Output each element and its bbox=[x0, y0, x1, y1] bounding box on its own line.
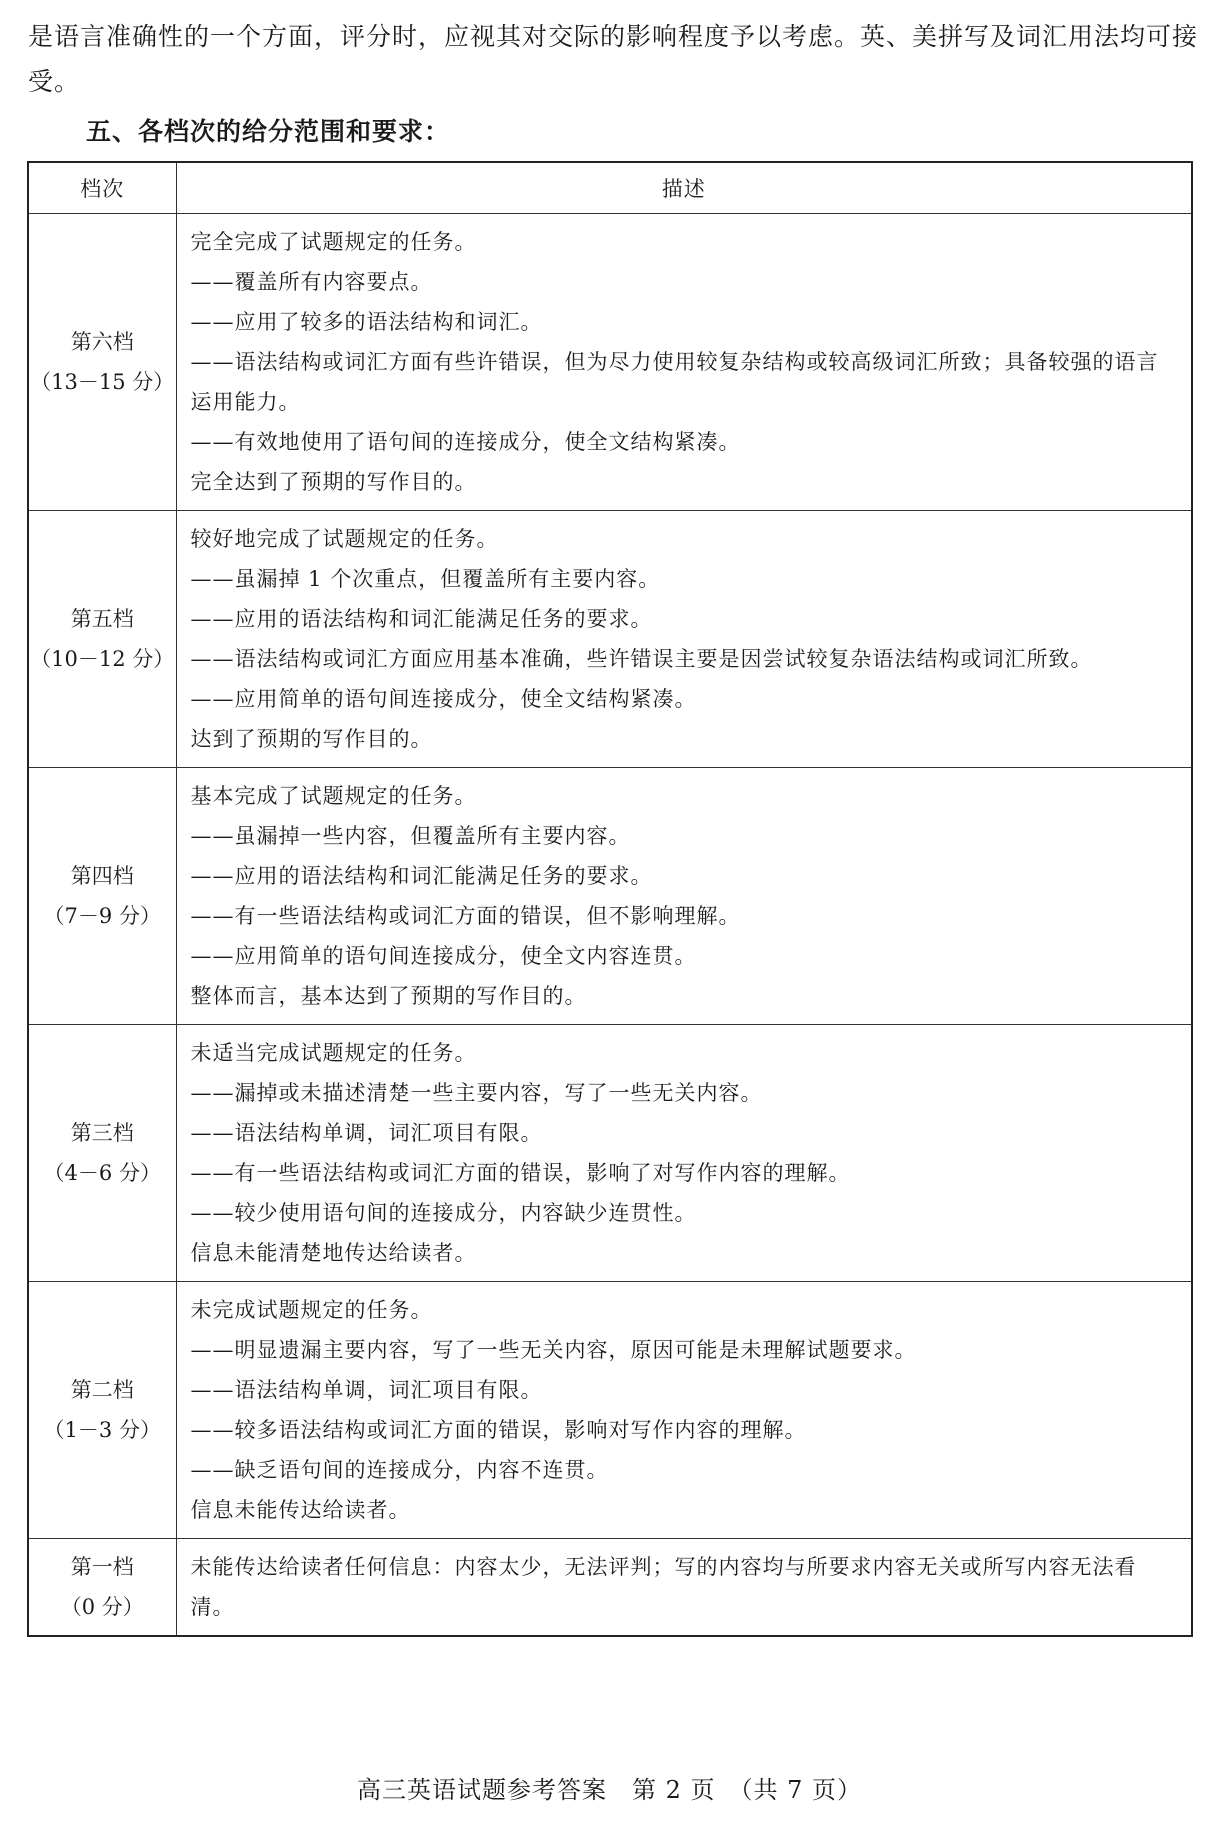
description-line: ——应用的语法结构和词汇能满足任务的要求。 bbox=[190, 864, 653, 888]
intro-paragraph: 是语言准确性的一个方面，评分时，应视其对交际的影响程度予以考虑。英、美拼写及词汇用法均可接受。 bbox=[28, 22, 1199, 96]
description-line: 未完成试题规定的任务。 bbox=[190, 1298, 433, 1322]
table-row bbox=[28, 1025, 1192, 1282]
level-score-range: （13－15 分） bbox=[30, 370, 175, 394]
description-line: 完全达到了预期的写作目的。 bbox=[190, 470, 477, 494]
level-name: 第六档 bbox=[70, 330, 134, 354]
description-line: ——虽漏掉一些内容，但覆盖所有主要内容。 bbox=[190, 824, 631, 848]
description-line: ——明显遗漏主要内容，写了一些无关内容，原因可能是未理解试题要求。 bbox=[190, 1338, 917, 1362]
description-line: 信息未能传达给读者。 bbox=[190, 1498, 411, 1522]
level-cell bbox=[28, 511, 176, 768]
description-line: ——缺乏语句间的连接成分，内容不连贯。 bbox=[190, 1458, 609, 1482]
header-level: 档次 bbox=[28, 162, 176, 214]
level-cell bbox=[28, 214, 176, 511]
description-line: ——较多语法结构或词汇方面的错误，影响对写作内容的理解。 bbox=[190, 1418, 807, 1442]
description-line: ——语法结构或词汇方面有些许错误，但为尽力使用较复杂结构或较高级词汇所致；具备较强的语言运用能力。 bbox=[190, 350, 1159, 414]
table-row bbox=[28, 1282, 1192, 1539]
level-name: 第二档 bbox=[70, 1378, 134, 1402]
description-line: ——较少使用语句间的连接成分，内容缺少连贯性。 bbox=[190, 1201, 697, 1225]
level-cell bbox=[28, 768, 176, 1025]
level-cell bbox=[28, 1282, 176, 1539]
description-line: 信息未能清楚地传达给读者。 bbox=[190, 1241, 477, 1265]
description-line: ——覆盖所有内容要点。 bbox=[190, 270, 433, 294]
description-line: ——虽漏掉 1 个次重点，但覆盖所有主要内容。 bbox=[190, 567, 661, 591]
level-score-range: （10－12 分） bbox=[30, 647, 175, 671]
description-cell bbox=[176, 1282, 1192, 1539]
section-heading: 五、各档次的给分范围和要求： bbox=[86, 117, 451, 146]
table-row bbox=[28, 214, 1192, 511]
description-line: ——有一些语法结构或词汇方面的错误，但不影响理解。 bbox=[190, 904, 741, 928]
level-score-range: （0 分） bbox=[60, 1595, 144, 1619]
page-footer: 高三英语试题参考答案 第 2 页 （共 7 页） bbox=[356, 1776, 863, 1804]
description-line: 未能传达给读者任何信息：内容太少，无法评判；写的内容均与所要求内容无关或所写内容无法看清。 bbox=[190, 1555, 1137, 1619]
description-line: ——语法结构单调，词汇项目有限。 bbox=[190, 1378, 543, 1402]
description-line: ——有效地使用了语句间的连接成分，使全文结构紧凑。 bbox=[190, 430, 741, 454]
description-line: 基本完成了试题规定的任务。 bbox=[190, 784, 477, 808]
description-cell bbox=[176, 214, 1192, 511]
description-line: 完全完成了试题规定的任务。 bbox=[190, 230, 477, 254]
description-line: 达到了预期的写作目的。 bbox=[190, 727, 433, 751]
level-name: 第四档 bbox=[70, 864, 134, 888]
description-cell bbox=[176, 1539, 1192, 1637]
level-cell bbox=[28, 1025, 176, 1282]
header-description: 描述 bbox=[176, 162, 1192, 214]
level-score-range: （7－9 分） bbox=[43, 904, 161, 928]
level-cell bbox=[28, 1539, 176, 1637]
level-score-range: （4－6 分） bbox=[43, 1161, 161, 1185]
description-cell bbox=[176, 768, 1192, 1025]
description-line: 未适当完成试题规定的任务。 bbox=[190, 1041, 477, 1065]
table-row bbox=[28, 1539, 1192, 1637]
table-header-row bbox=[28, 162, 1192, 214]
description-line: ——应用简单的语句间连接成分，使全文内容连贯。 bbox=[190, 944, 697, 968]
description-line: ——语法结构单调，词汇项目有限。 bbox=[190, 1121, 543, 1145]
description-line: ——语法结构或词汇方面应用基本准确，些许错误主要是因尝试较复杂语法结构或词汇所致。 bbox=[190, 647, 1093, 671]
description-line: 较好地完成了试题规定的任务。 bbox=[190, 527, 499, 551]
description-line: ——漏掉或未描述清楚一些主要内容，写了一些无关内容。 bbox=[190, 1081, 763, 1105]
description-cell bbox=[176, 1025, 1192, 1282]
table-row bbox=[28, 511, 1192, 768]
level-score-range: （1－3 分） bbox=[43, 1418, 161, 1442]
level-name: 第三档 bbox=[70, 1121, 134, 1145]
description-cell bbox=[176, 511, 1192, 768]
description-line: ——应用的语法结构和词汇能满足任务的要求。 bbox=[190, 607, 653, 631]
grading-table bbox=[27, 161, 1193, 1637]
description-line: 整体而言，基本达到了预期的写作目的。 bbox=[190, 984, 587, 1008]
table-body bbox=[28, 214, 1192, 1637]
description-line: ——有一些语法结构或词汇方面的错误，影响了对写作内容的理解。 bbox=[190, 1161, 851, 1185]
level-name: 第一档 bbox=[70, 1555, 134, 1579]
table-row bbox=[28, 768, 1192, 1025]
description-line: ——应用简单的语句间连接成分，使全文结构紧凑。 bbox=[190, 687, 697, 711]
description-line: ——应用了较多的语法结构和词汇。 bbox=[190, 310, 543, 334]
level-name: 第五档 bbox=[70, 607, 134, 631]
